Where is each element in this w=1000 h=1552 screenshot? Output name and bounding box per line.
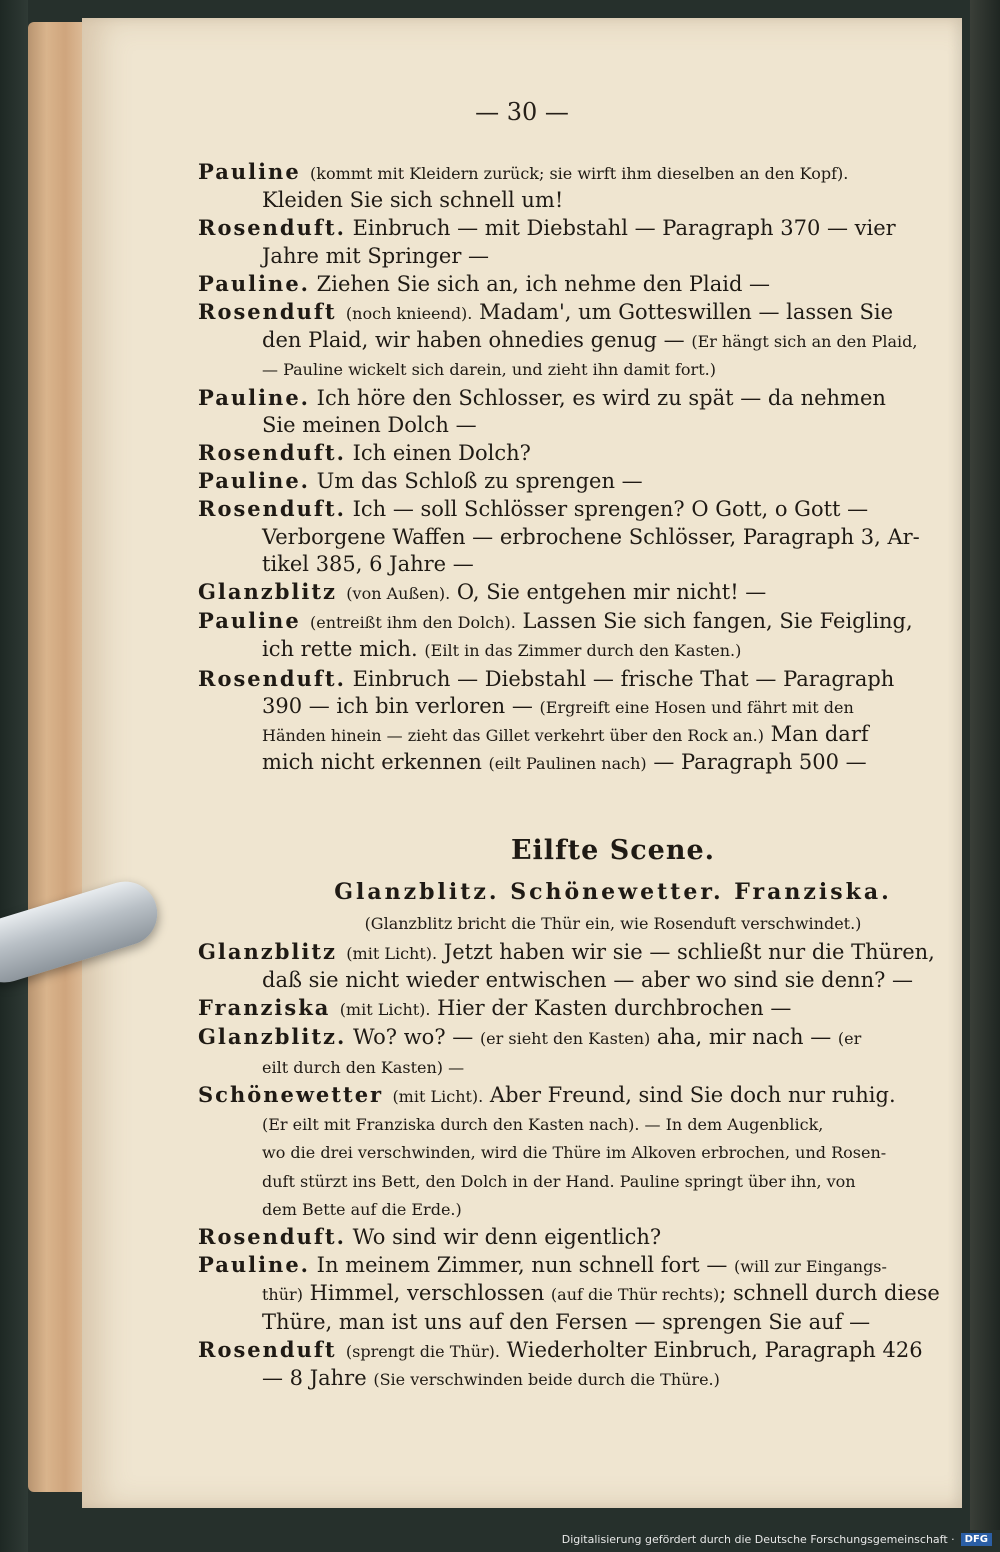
stage-direction: (sprengt die Thür). [345,1341,500,1361]
text-line [198,298,1000,327]
dialogue-text: Um das Schloß zu sprengen — [310,469,643,494]
dialogue-text: Einbruch — mit Diebstahl — Paragraph 370 — vier [345,216,896,241]
text-line [198,243,1000,270]
stage-direction: (er [837,1029,862,1049]
dialogue-text: Wo sind wir denn eigentlich? [345,1224,662,1249]
scene-cast: Glanzblitz. Schönewetter. Franziska. [334,878,892,905]
stage-direction: (Sie verschwinden beide durch die Thüre.) [373,1369,720,1389]
speaker-name: Pauline. [198,1252,310,1278]
dialogue-text: Jahre mit Springer — [262,243,490,268]
text-line [198,158,1000,187]
dialogue-block-before [198,158,1000,777]
stage-direction: (er sieht den Kasten) [479,1029,651,1049]
stage-direction: (kommt mit Kleidern zurück; sie wirft ihm dieselben an den Kopf). [310,164,849,183]
text-line [198,578,1000,607]
dialogue-text: Kleiden Sie sich schnell um! [262,188,564,213]
speaker-name: Glanzblitz [198,579,347,605]
dialogue-text: Verborgene Waffen — erbrochene Schlösser, Paragraph 3, Ar- [262,524,920,549]
text-line [198,1251,1000,1280]
speaker-name: Rosenduft. [198,1223,346,1249]
text-line [198,994,1000,1023]
stage-direction: (Ergreift eine Hosen und fährt mit den [539,697,854,717]
dialogue-text: tikel 385, 6 Jahre — [262,551,474,576]
speaker-name: Rosenduft. [198,496,346,522]
stage-direction: (mit Licht). [392,1086,484,1106]
speaker-name: Pauline [198,159,310,184]
text-line [198,1309,1000,1336]
text-line [198,967,1000,994]
text-line [198,1023,1000,1052]
text-line [198,693,1000,721]
dialogue-text: Ziehen Sie sich an, ich nehme den Plaid — [310,271,771,296]
speaker-name: Rosenduft [198,299,346,325]
book-page-edges [28,22,90,1492]
stage-direction: (von Außen). [346,584,451,604]
dialogue-text: ; schnell durch diese [719,1281,940,1306]
text-line [198,1167,1000,1195]
dialogue-text: In meinem Zimmer, nun schnell fort — [310,1253,735,1278]
dialogue-text: Wo? wo? — [346,1025,480,1050]
text-line [198,524,1000,551]
text-line [198,551,1000,578]
text-line [198,1138,1000,1166]
speaker-name: Pauline [198,608,310,634]
stage-direction: (eilt Paulinen nach) [488,754,647,774]
text-line [198,467,1000,495]
text-line [198,1081,1000,1110]
stage-direction: dem Bette auf die Erde.) [262,1199,462,1219]
text-line [198,749,1000,777]
text-line [198,1280,1000,1308]
text-line [198,1110,1000,1138]
dialogue-text: Wiederholter Einbruch, Paragraph 426 [499,1337,923,1362]
dialogue-text: — Paragraph 500 — [646,750,867,775]
scene-stage-direction: (Glanzblitz bricht die Thür ein, wie Rosenduft verschwindet.) [364,913,862,933]
page-text [198,158,1000,1393]
stage-direction: Händen hinein — zieht das Gillet verkehrt über den Rock an.) [262,726,764,746]
digitization-credit [562,1533,992,1546]
text-line [198,214,1000,242]
stage-direction: eilt durch den Kasten) — [262,1057,465,1077]
text-line [198,270,1000,298]
text-line [198,1195,1000,1223]
dialogue-text: O, Sie entgehen mir nicht! — [450,580,767,605]
text-line [198,412,1000,439]
dialogue-text: Hier der Kasten durchbrochen — [430,996,792,1021]
dialogue-text: Himmel, verschlossen [302,1281,551,1306]
text-line [198,1223,1000,1251]
stage-direction: wo die drei verschwinden, wird die Thüre im Alkoven erbrochen, und Rosen- [262,1143,887,1163]
stage-direction: (mit Licht). [346,943,438,963]
text-line [198,665,1000,693]
dialogue-text: Aber Freund, sind Sie doch nur ruhig. [483,1082,896,1107]
text-line [198,636,1000,664]
page-number: — 30 — [475,98,569,126]
stage-direction: duft stürzt ins Bett, den Dolch in der Hand. Pauline springt über ihn, von [262,1171,856,1191]
dialogue-text: Thüre, man ist uns auf den Fersen — sprengen Sie auf — [262,1309,871,1334]
stage-direction: — Pauline wickelt sich darein, und zieht ihn damit fort.) [262,360,716,380]
speaker-name: Pauline. [198,270,310,296]
dialogue-text: Ich höre den Schlosser, es wird zu spät — da nehmen [310,385,886,410]
stage-direction: (auf die Thür rechts) [550,1285,720,1305]
dialogue-text: Lassen Sie sich fangen, Sie Feigling, [515,609,913,634]
stage-direction: (Eilt in das Zimmer durch den Kasten.) [424,641,742,661]
text-line [198,721,1000,749]
dialogue-text: ich rette mich. [262,637,425,662]
scan-background-left [0,0,28,1552]
speaker-name: Pauline. [198,384,310,410]
dialogue-text: Ich — soll Schlösser sprengen? O Gott, o Gott — [345,497,869,522]
text-line [198,384,1000,412]
text-line [198,1365,1000,1393]
dialogue-text: — 8 Jahre [262,1365,374,1390]
speaker-name: Rosenduft. [198,215,346,241]
dialogue-text: Sie meinen Dolch — [262,412,477,437]
speaker-name: Glanzblitz. [198,1024,347,1050]
credit-text: Digitalisierung gefördert durch die Deutsche Forschungsgemeinschaft · [561,1533,955,1546]
text-line [198,355,1000,383]
scene-title: Eilfte Scene. [510,835,716,867]
dialogue-text: 390 — ich bin verloren — [262,693,540,718]
text-line [198,1336,1000,1365]
book-page [82,18,962,1508]
stage-direction: (will zur Eingangs- [734,1257,887,1277]
speaker-name: Rosenduft. [198,440,346,466]
text-line [198,495,1000,523]
dialogue-block-after [198,938,1000,1393]
stage-direction: thür) [262,1285,303,1305]
speaker-name: Rosenduft. [198,665,346,691]
dialogue-text: mich nicht erkennen [262,750,489,775]
speaker-name: Schönewetter [198,1081,393,1107]
speaker-name: Franziska [198,995,340,1021]
speaker-name: Glanzblitz [198,938,347,964]
dialogue-text: den Plaid, wir haben ohnedies genug — [262,328,692,353]
text-line [198,1053,1000,1081]
stage-direction: (entreißt ihm den Dolch). [310,613,516,633]
text-line [198,938,1000,967]
text-line [198,607,1000,636]
dialogue-text: Jetzt haben wir sie — schließt nur die Thüren, [437,939,935,964]
dialogue-text: Madam', um Gotteswillen — lassen Sie [472,300,894,325]
stage-direction: (noch knieend). [345,304,473,324]
dialogue-text: aha, mir nach — [650,1025,838,1050]
stage-direction: (Er hängt sich an den Plaid, [691,332,918,352]
dialogue-text: Ich einen Dolch? [345,441,531,466]
stage-direction: (mit Licht). [339,1000,431,1020]
text-line [198,187,1000,214]
dialogue-text: Einbruch — Diebstahl — frische That — Paragraph [345,666,895,691]
text-line [198,327,1000,355]
speaker-name: Pauline. [198,468,310,494]
stage-direction: (Er eilt mit Franziska durch den Kasten nach). — In dem Augenblick, [262,1115,824,1135]
dfg-logo: DFG [961,1533,992,1546]
dialogue-text: daß sie nicht wieder entwischen — aber wo sind sie denn? — [262,968,914,993]
dialogue-text: Man darf [763,722,869,747]
speaker-name: Rosenduft [198,1336,346,1362]
text-line [198,439,1000,467]
